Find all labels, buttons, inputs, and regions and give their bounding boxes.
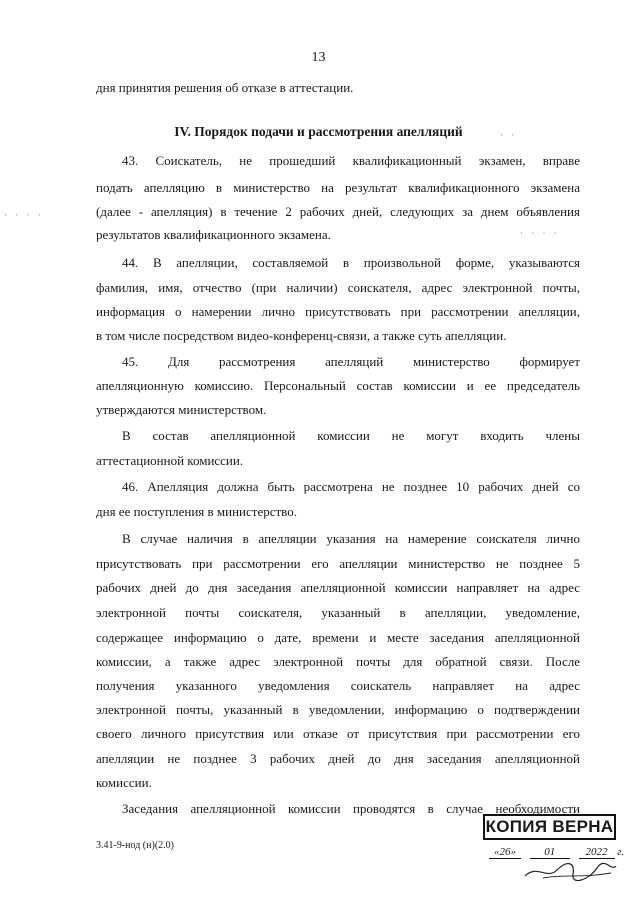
paragraph-45-line: 45. Для рассмотрения апелляций министерство формирует bbox=[122, 354, 580, 369]
paragraph-43-line: подать апелляцию в министерство на результат квалификационного экзамена bbox=[96, 180, 580, 195]
paragraph-44-line: фамилия, имя, отчество (при наличии) соискателя, адрес электронной почты, bbox=[96, 280, 580, 295]
paragraph-46b-line: апелляции не позднее 3 рабочих дней до дня заседания апелляционной bbox=[96, 751, 580, 766]
certified-copy-stamp bbox=[483, 814, 625, 882]
paragraph-43-line: (далее - апелляция) в течение 2 рабочих дней, следующих за днем объявления bbox=[96, 204, 580, 219]
paragraph-46b-line: получения указанного уведомления соискатель направляет на адрес bbox=[96, 678, 580, 693]
paragraph-46b-line: электронной почты соискателя, указанный в апелляции, уведомление, bbox=[96, 605, 580, 620]
paragraph-46b-line: присутствовать при рассмотрении его апелляции министерство не позднее 5 bbox=[96, 556, 580, 571]
paragraph-46b-line: комиссии, а также адрес электронной почты для обратной связи. После bbox=[96, 654, 580, 669]
stamp-year: 2022 bbox=[579, 846, 615, 859]
paragraph-46b-line: В случае наличия в апелляции указания на намерение соискателя лично bbox=[122, 531, 580, 546]
footer-document-code: 3.41-9-нод (н)(2.0) bbox=[96, 840, 174, 851]
scan-artifact: · · bbox=[500, 130, 518, 140]
stamp-label: КОПИЯ ВЕРНА bbox=[483, 814, 616, 840]
scan-artifact: · · · · bbox=[520, 228, 560, 238]
page-number: 13 bbox=[311, 50, 326, 65]
stamp-month: 01 bbox=[530, 846, 570, 859]
paragraph-45b-line: В состав апелляционной комиссии не могут входить члены bbox=[122, 428, 580, 443]
paragraph-46-line: дня ее поступления в министерство. bbox=[96, 504, 297, 519]
scan-artifact: · · · · bbox=[4, 210, 44, 220]
paragraph-43-line: результатов квалификационного экзамена. bbox=[96, 227, 331, 242]
paragraph-46b-line: электронной почты, указанный в уведомлении, информацию о подтверждении bbox=[96, 702, 580, 717]
paragraph-45-line: апелляционную комиссию. Персональный состав комиссии и ее председатель bbox=[96, 378, 580, 393]
paragraph-46b-line: рабочих дней до дня заседания апелляционной комиссии направляет на адрес bbox=[96, 580, 580, 595]
stamp-day: «26» bbox=[489, 846, 521, 859]
paragraph-46-line: 46. Апелляция должна быть рассмотрена не позднее 10 рабочих дней со bbox=[122, 479, 580, 494]
paragraph-46b-line: своего личного присутствия или отказе от присутствия при рассмотрении его bbox=[96, 726, 580, 741]
paragraph-46b-line: содержащее информацию о дате, времени и месте заседания апелляционной bbox=[96, 630, 580, 645]
paragraph-45b-line: аттестационной комиссии. bbox=[96, 453, 244, 468]
paragraph-44-line: информация о намерении лично присутствовать при рассмотрении апелляции, bbox=[96, 304, 580, 319]
paragraph-44-line: в том числе посредством видео-конференц-связи, а также суть апелляции. bbox=[96, 328, 507, 343]
stamp-date bbox=[489, 846, 624, 859]
paragraph-46b-line: комиссии. bbox=[96, 775, 152, 790]
paragraph-46c-line: Заседания апелляционной комиссии проводятся в случае необходимости bbox=[122, 801, 580, 816]
text-line: дня принятия решения об отказе в аттестации. bbox=[96, 80, 354, 95]
stamp-year-suffix: г. bbox=[617, 846, 625, 858]
paragraph-45-line: утверждаются министерством. bbox=[96, 402, 267, 417]
paragraph-44-line: 44. В апелляции, составляемой в произвольной форме, указываются bbox=[122, 255, 580, 270]
signature-scribble bbox=[523, 860, 618, 882]
paragraph-43-line: 43. Соискатель, не прошедший квалификационный экзамен, вправе bbox=[122, 153, 580, 168]
section-heading: IV. Порядок подачи и рассмотрения апелляций bbox=[174, 124, 463, 139]
